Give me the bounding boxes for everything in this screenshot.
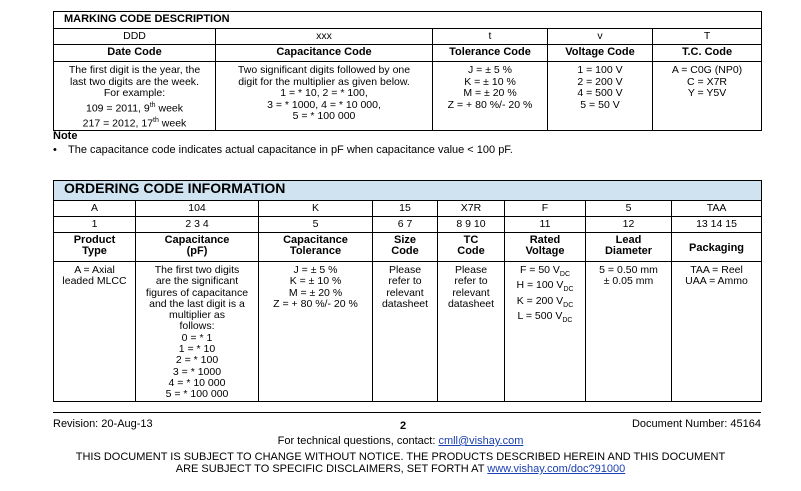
tolerance-code-description: J = ± 5 % K = ± 10 % M = ± 20 % Z = + 80 %/- 20 % <box>433 62 548 131</box>
marking-code-table <box>53 11 762 131</box>
order-code-x7r: X7R <box>438 201 505 217</box>
marking-code-v: v <box>548 29 653 45</box>
header-capacitance: Capacitance (pF) <box>136 233 259 262</box>
technical-contact: For technical questions, contact: cmll@vishay.com <box>277 435 524 447</box>
marking-code-xxx: xxx <box>216 29 433 45</box>
header-date-code: Date Code <box>54 45 216 62</box>
packaging-description: TAA = Reel UAA = Ammo <box>672 262 762 402</box>
position-2-4: 2 3 4 <box>136 217 259 233</box>
position-11: 11 <box>505 217 586 233</box>
marking-code-tc: T <box>653 29 762 45</box>
order-code-k: K <box>259 201 373 217</box>
contact-email-link[interactable]: cmll@vishay.com <box>438 435 524 447</box>
capacitance-description: The first two digits are the significant figures of capacitance and the last digit is a multiplier as follows: 0 = * 1 1 = * 10 2 = * 100 3 = * 1000 4 = * 10 000 5 = * 100 000 <box>136 262 259 402</box>
order-code-a: A <box>54 201 136 217</box>
header-product-type: Product Type <box>54 233 136 262</box>
page-number: 2 <box>400 420 407 432</box>
header-tc-code: T.C. Code <box>653 45 762 62</box>
header-tolerance-code: Tolerance Code <box>433 45 548 62</box>
bullet-icon: • <box>53 144 57 156</box>
date-code-description: The first digit is the year, the last two digits are the week. For example: 109 = 2011, 9th week 217 = 2012, 17th week <box>54 62 216 131</box>
size-code-description: Please refer to relevant datasheet <box>373 262 438 402</box>
header-tc-code: TC Code <box>438 233 505 262</box>
marking-code-ddd: DDD <box>54 29 216 45</box>
order-code-15: 15 <box>373 201 438 217</box>
order-code-104: 104 <box>136 201 259 217</box>
product-type-description: A = Axial leaded MLCC <box>54 262 136 402</box>
order-code-5: 5 <box>586 201 672 217</box>
tc-code-description: A = C0G (NP0) C = X7R Y = Y5V <box>653 62 762 131</box>
marking-code-title: MARKING CODE DESCRIPTION <box>54 12 762 29</box>
order-code-taa: TAA <box>672 201 762 217</box>
ordering-code-table <box>53 180 762 402</box>
marking-code-t: t <box>433 29 548 45</box>
header-lead-diameter: Lead Diameter <box>586 233 672 262</box>
position-13-15: 13 14 15 <box>672 217 762 233</box>
position-1: 1 <box>54 217 136 233</box>
header-packaging: Packaging <box>672 233 762 262</box>
lead-diameter-description: 5 = 0.50 mm ± 0.05 mm <box>586 262 672 402</box>
tc-code-description-order: Please refer to relevant datasheet <box>438 262 505 402</box>
tolerance-description: J = ± 5 % K = ± 10 % M = ± 20 % Z = + 80 %/- 20 % <box>259 262 373 402</box>
note-item <box>53 144 513 156</box>
disclaimer-link[interactable]: www.vishay.com/doc?91000 <box>487 463 626 475</box>
header-capacitance-code: Capacitance Code <box>216 45 433 62</box>
note-title: Note <box>53 130 78 142</box>
header-size-code: Size Code <box>373 233 438 262</box>
disclaimer: THIS DOCUMENT IS SUBJECT TO CHANGE WITHOUT NOTICE. THE PRODUCTS DESCRIBED HEREIN AND THIS DOCUMENT ARE SUBJECT TO SPECIFIC DISCLAIMERS, SET FORTH AT www.vishay.com/doc?91000 <box>75 451 726 475</box>
voltage-code-description: 1 = 100 V 2 = 200 V 4 = 500 V 5 = 50 V <box>548 62 653 131</box>
position-8-10: 8 9 10 <box>438 217 505 233</box>
footer-divider <box>53 412 761 413</box>
position-12: 12 <box>586 217 672 233</box>
revision-date: Revision: 20-Aug-13 <box>53 418 153 430</box>
rated-voltage-description: F = 50 $V_{DC}$ H = 100 $V_{DC}$ K = 200 $V_{DC}$ L = 500 $V_{DC}$ <box>505 262 586 402</box>
capacitance-code-description: Two significant digits followed by one digit for the multiplier as given below. 1 = * 10, 2 = * 100, 3 = * 1000, 4 = * 10 000, 5 = * 100 000 <box>216 62 433 131</box>
document-number: Document Number: 45164 <box>631 418 761 430</box>
header-capacitance-tolerance: Capacitance Tolerance <box>259 233 373 262</box>
header-rated-voltage: Rated Voltage <box>505 233 586 262</box>
order-code-f: F <box>505 201 586 217</box>
position-5: 5 <box>259 217 373 233</box>
position-6-7: 6 7 <box>373 217 438 233</box>
note-text: The capacitance code indicates actual capacitance in pF when capacitance value < 100 pF. <box>68 144 513 156</box>
header-voltage-code: Voltage Code <box>548 45 653 62</box>
ordering-code-title: ORDERING CODE INFORMATION <box>54 181 762 201</box>
